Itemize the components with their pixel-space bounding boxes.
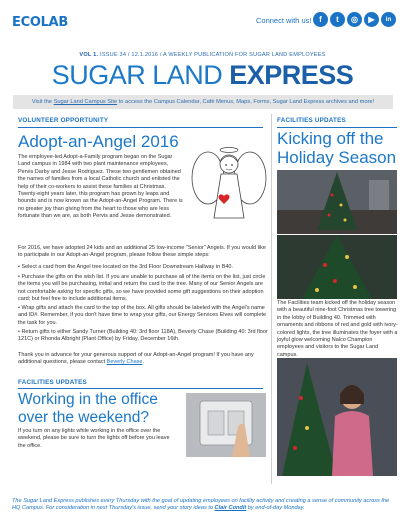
angel-heading: Adopt-an-Angel 2016: [18, 132, 179, 151]
light-switch-photo: [186, 393, 266, 457]
instagram-icon[interactable]: ◎: [347, 12, 362, 27]
twitter-icon[interactable]: t: [330, 12, 345, 27]
connect-label: Connect with us!: [256, 16, 312, 25]
section-rule: [18, 127, 263, 128]
ecolab-logo[interactable]: ECOLAB: [12, 15, 68, 30]
campus-site-banner: Visit the Sugar Land Campus Site to access the Campus Calendar, Café Menus, Maps, Forms, Sugar Land Express archives and more!: [13, 95, 393, 109]
beverly-chase-link[interactable]: Beverly Chase: [106, 359, 143, 366]
angel-intro: The employee-led Adopt-a-Family program began on the Sugar Land campus in 1984 with two plant maintenance employees, Pervis Darby and Jesse Rodriguez. These two gentlemen obtained the names of families from a local Catholic church and enlisted the help of their co-workers to assist these families at Christmas. Twenty-eight years later, this program has grown by leaps and bounds and is now known as the Adopt-an-Angel Program. There is no greater joy than giving from the heart to those who are less fortunate than we are, as both Pervis and Jesse demonstrated.: [18, 154, 183, 220]
angel-steps-intro: For 2016, we have adopted 24 kids and an additional 25 low-income "Senior" Angels. If you would like to participate in our Adopt-an-Angel program, please follow these simple steps:: [18, 245, 266, 259]
section-rule: [277, 127, 397, 128]
facebook-icon[interactable]: f: [313, 12, 328, 27]
angel-illustration: [190, 138, 268, 226]
section-label-facilities-right: FACILITIES UPDATES: [277, 117, 346, 124]
office-heading: Working in the office over the weekend?: [18, 391, 158, 426]
angel-step-1: • Select a card from the Angel tree located on the 3rd Floor Downstream Hallway in B40.: [18, 264, 234, 270]
angel-step-2: • Purchase the gifts on the wish list. If you are unable to purchase all of the items on the list, just circle the items you will be purchasing, initial and return the card to the tree. Many of our Senior Angels are not comfortable asking for specific gifts, so we have provided some gift suggestions on their adoption card; but feel free to include additional items.: [18, 274, 266, 303]
holiday-heading: Kicking off the Holiday Season: [277, 129, 397, 167]
campus-site-link[interactable]: Sugar Land Campus Site: [53, 99, 118, 105]
footer-note: The Sugar Land Express publishes every Thursday with the goal of updating employees on facility activity and creating a sense of community across the HQ Campus. For consideration in next Thursday's issue, send your story ideas to Clair Condit by end-of-day Monday.: [12, 498, 390, 512]
clair-condit-link[interactable]: Clair Condit: [214, 505, 247, 512]
angel-step-3: • Wrap gifts and attach the card to the top of the box. All gifts should be labeled with the Angel's name and ID#. Remember, if you don't have time to wrap your gifts, our Energy Services Elves will complete the task for you.: [18, 305, 267, 326]
office-text: If you turn on any lights while working in the office over the weekend, please be sure to turn the lights off before you leave the office.: [18, 428, 170, 449]
angel-thanks: Thank you in advance for your generous support of our Adopt-an-Angel program! If you have any additional questions, please contact Beverly Chase.: [18, 352, 254, 366]
section-label-facilities: FACILITIES UPDATES: [18, 379, 87, 386]
youtube-icon[interactable]: ▶: [364, 12, 379, 27]
column-divider: [271, 114, 272, 484]
facilities-team-photo: [277, 358, 397, 476]
christmas-tree-lobby-photo: [277, 170, 397, 234]
top-bar: [0, 0, 405, 42]
section-label-volunteer: VOLUNTEER OPPORTUNITY: [18, 117, 109, 124]
issue-line: VOL 1. ISSUE 34 / 12.1.2016 / A WEEKLY PUBLICATION FOR SUGAR LAND EMPLOYEES: [79, 52, 326, 58]
angel-step-4: • Return gifts to either Sandy Turner (Building 40: 3rd floor 118A), Beverly Chase (Building 40: 3rd floor 121C) or Rhonda Albright (Plant Office) by Friday, December 16th.: [18, 329, 268, 343]
linkedin-icon[interactable]: in: [381, 12, 396, 27]
section-rule: [18, 388, 263, 389]
newsletter-title: SUGAR LAND EXPRESS: [51, 60, 354, 90]
holiday-text: The Facilities team kicked off the holiday season with a beautiful nine-foot Christmas tree towering in the lobby of Building 40. Trimmed with ornaments and ribbons of red and gold with ivory-colored lights, the tree illuminates the foyer with a joyful glow welcoming Nalco Champion employees and visitors to the Sugar Land campus.: [277, 300, 398, 358]
christmas-tree-detail-photo: [277, 235, 397, 299]
